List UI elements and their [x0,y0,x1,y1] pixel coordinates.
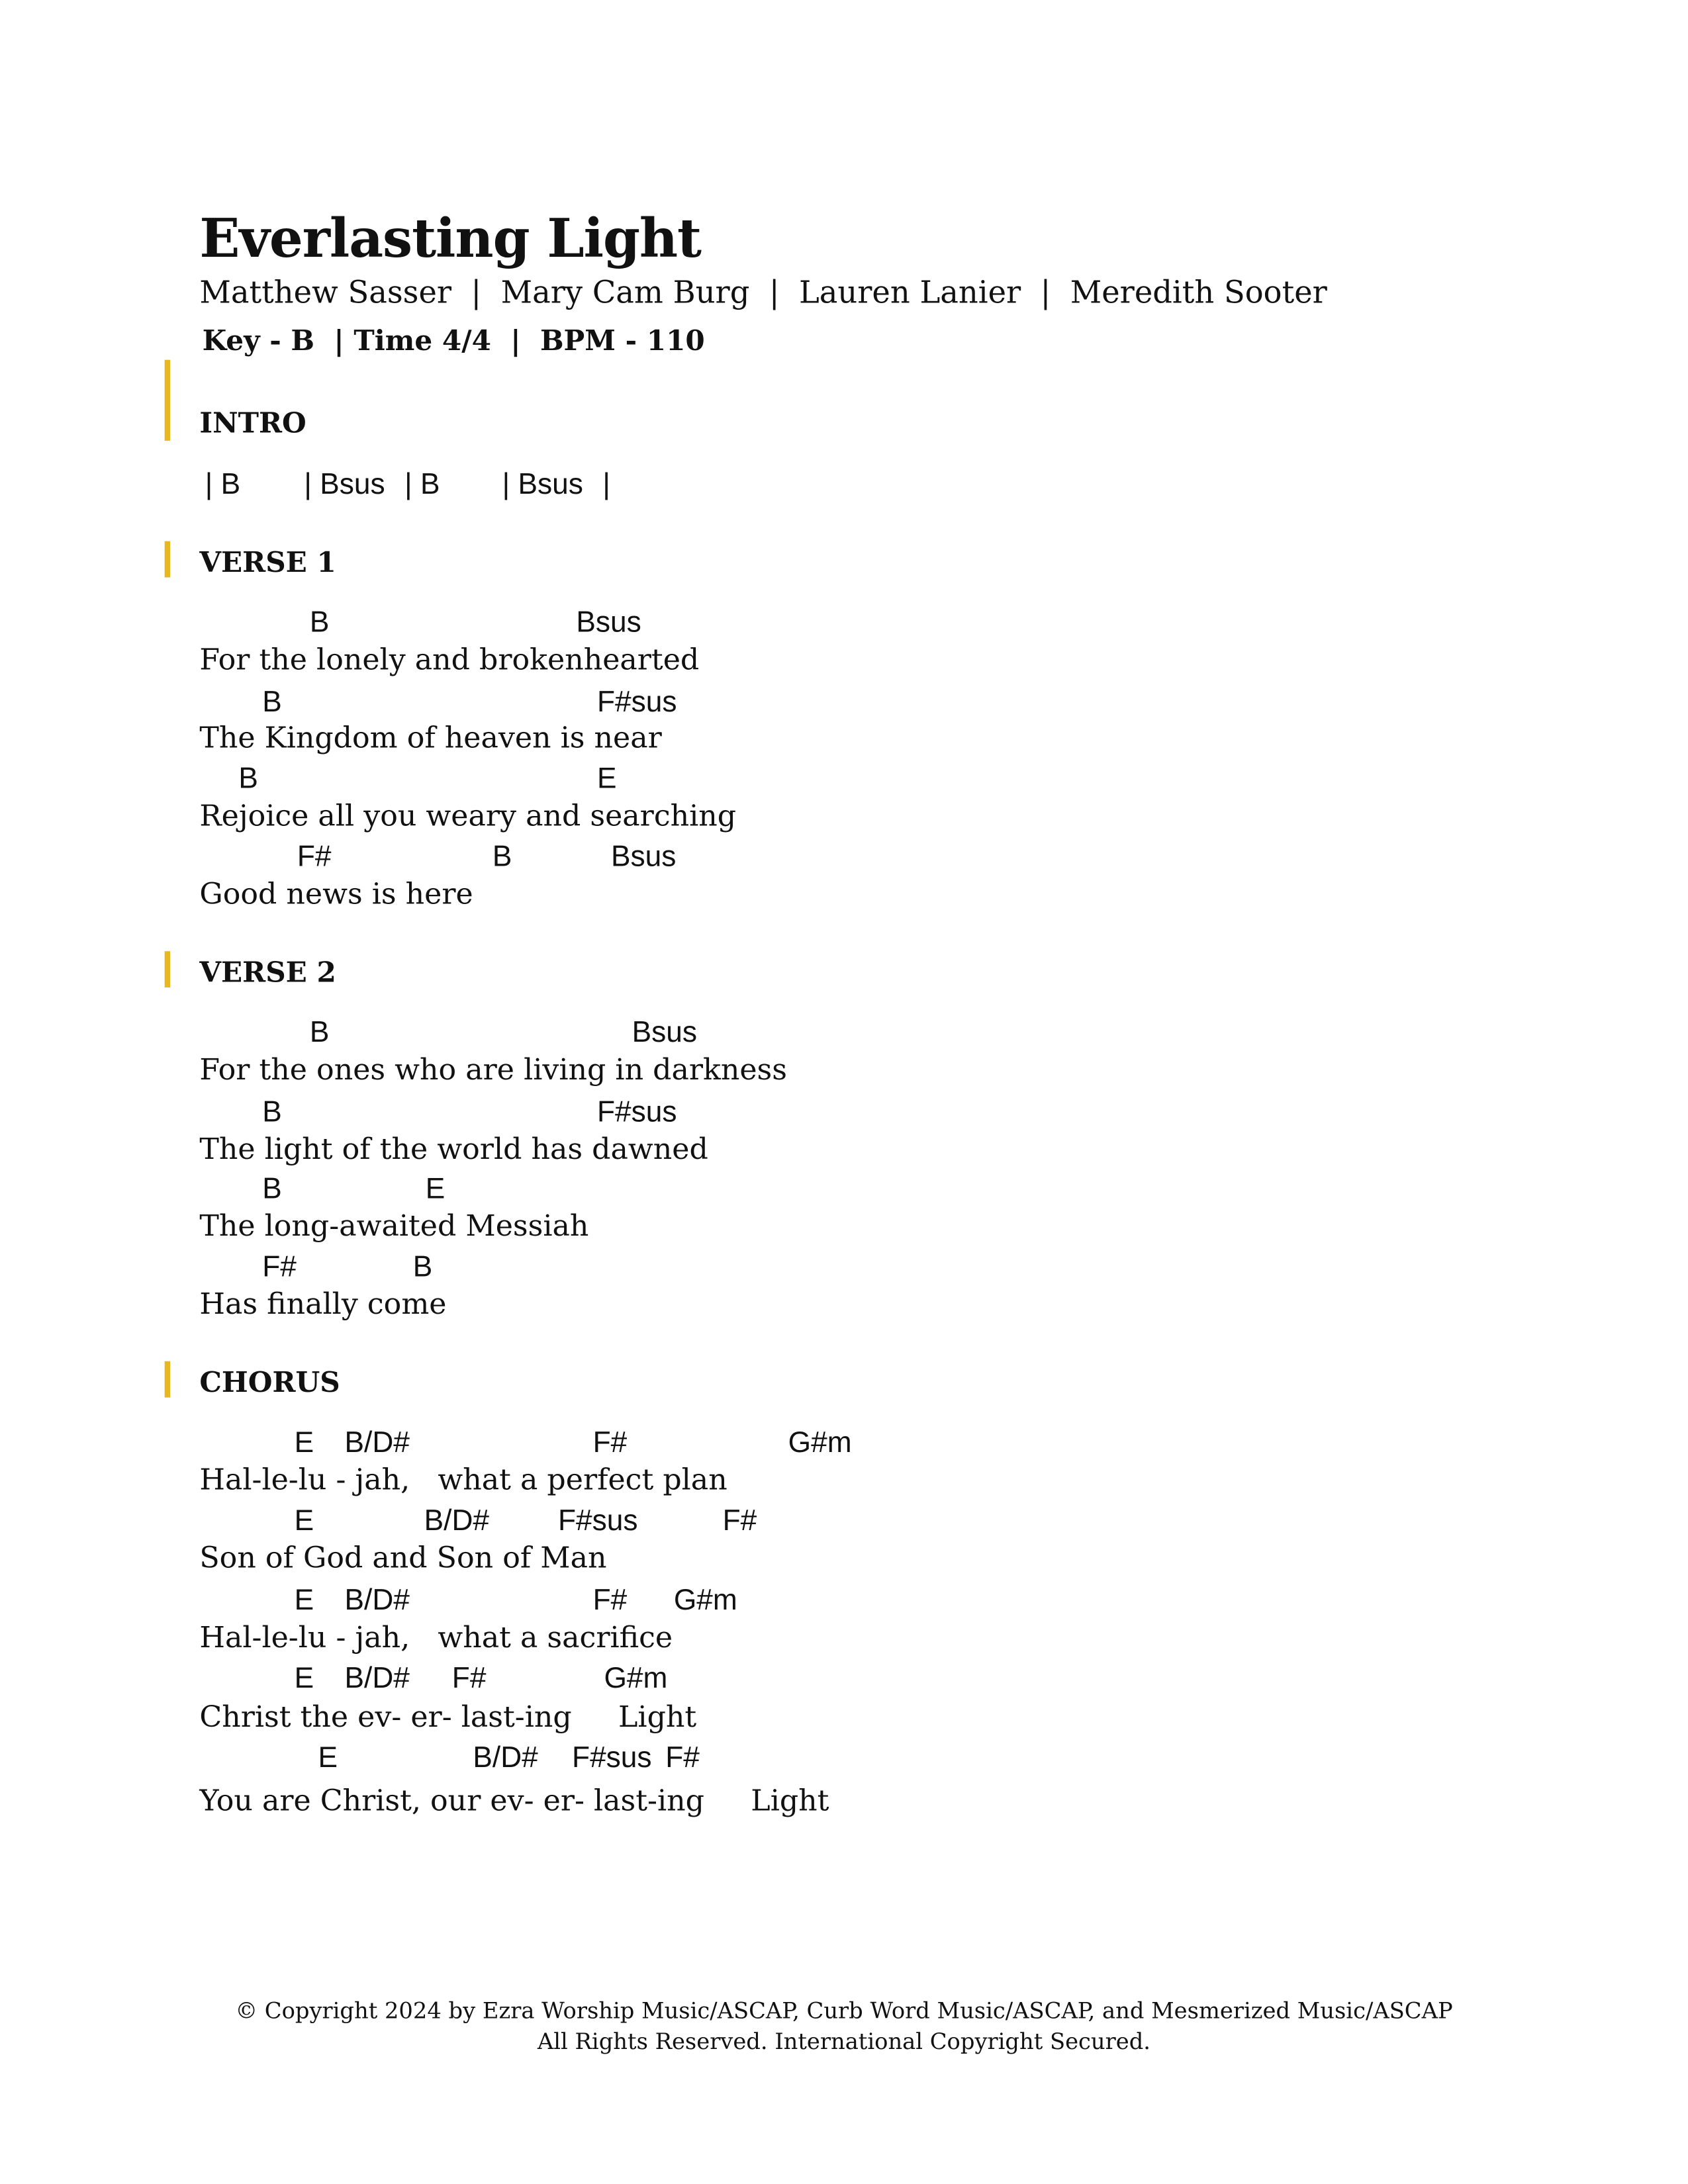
lyric-line: For the lonely and brokenhearted [199,643,700,677]
chord: B/D# [344,1426,410,1459]
chord: F# [262,1251,297,1283]
copyright-notice: © Copyright 2024 by Ezra Worship Music/ASCAP, Curb Word Music/ASCAP, and Mesmerized Music/ASCAP [235,1997,1453,2024]
chord: Bsus [611,841,677,874]
chord: F#sus [596,1096,677,1128]
chord: B [262,1096,282,1128]
chord: B [309,1017,330,1049]
chord: E [318,1742,338,1774]
lyric-line: You are Christ, our ev- er- last-ing Light [199,1784,829,1817]
chord: F#sus [557,1504,638,1537]
chord: G#m [673,1584,737,1617]
intro-bar-chord: | B [404,469,440,501]
chord: B [262,1173,282,1205]
chord: B/D# [344,1584,410,1617]
chord: B/D# [473,1742,538,1774]
chord: E [596,762,617,796]
section-label: CHORUS [199,1365,340,1399]
lyric-line: Hal-le-lu - jah, what a sacrifice [199,1620,673,1655]
intro-bar-chord: | Bsus [304,469,385,501]
lyric-line: Hal-le-lu - jah, what a perfect plan [199,1463,727,1497]
chord: G#m [604,1662,668,1695]
lyric-line: Has finally come [199,1287,447,1321]
chord: B [238,762,258,796]
section-marker [165,541,170,578]
chord: F# [722,1504,757,1537]
chord: B [262,686,282,719]
section-label: VERSE 1 [199,545,336,579]
chord: E [294,1584,314,1617]
chord: G#m [788,1426,852,1459]
lyric-line: Christ the ev- er- last-ing Light [199,1700,697,1734]
song-title: Everlasting Light [199,206,702,269]
lyric-line: Son of God and Son of Man [199,1541,607,1575]
intro-bar-chord: | B [205,469,241,501]
lyric-line: Good news is here [199,877,473,911]
intro-bar-chord: | [602,469,610,501]
chord: E [294,1504,314,1537]
section-marker [165,360,170,441]
chord: B/D# [424,1504,490,1537]
chord: Bsus [576,606,641,639]
chord: Bsus [632,1017,698,1049]
songwriters: Matthew Sasser | Mary Cam Burg | Lauren Lanier | Meredith Sooter [199,276,1327,311]
intro-label: INTRO [199,406,306,439]
intro-bar-chord: | Bsus [502,469,583,501]
lyric-line: The light of the world has dawned [199,1132,708,1166]
chord: B/D# [344,1662,410,1695]
chord: B [309,606,330,639]
chord: F# [592,1584,628,1617]
chord: F# [451,1662,487,1695]
section-marker [165,951,170,987]
chord: B [492,841,512,874]
chord: F# [665,1742,700,1774]
section-marker [165,1361,170,1398]
lyric-line: For the ones who are living in darkness [199,1053,787,1087]
chord: E [294,1662,314,1695]
section-label: VERSE 2 [199,955,336,989]
lyric-line: Rejoice all you weary and searching [199,799,737,833]
chord: F#sus [572,1742,652,1774]
chord: E [294,1426,314,1459]
chord: E [425,1173,445,1205]
song-meta: Key - B | Time 4/4 | BPM - 110 [202,323,705,357]
chord: F#sus [596,686,677,719]
chord: F# [592,1426,628,1459]
chord: B [412,1251,433,1283]
chord: F# [297,841,332,874]
rights-notice: All Rights Reserved. International Copyright Secured. [537,2028,1151,2055]
lyric-line: The long-awaited Messiah [199,1209,589,1243]
lyric-line: The Kingdom of heaven is near [199,721,662,755]
